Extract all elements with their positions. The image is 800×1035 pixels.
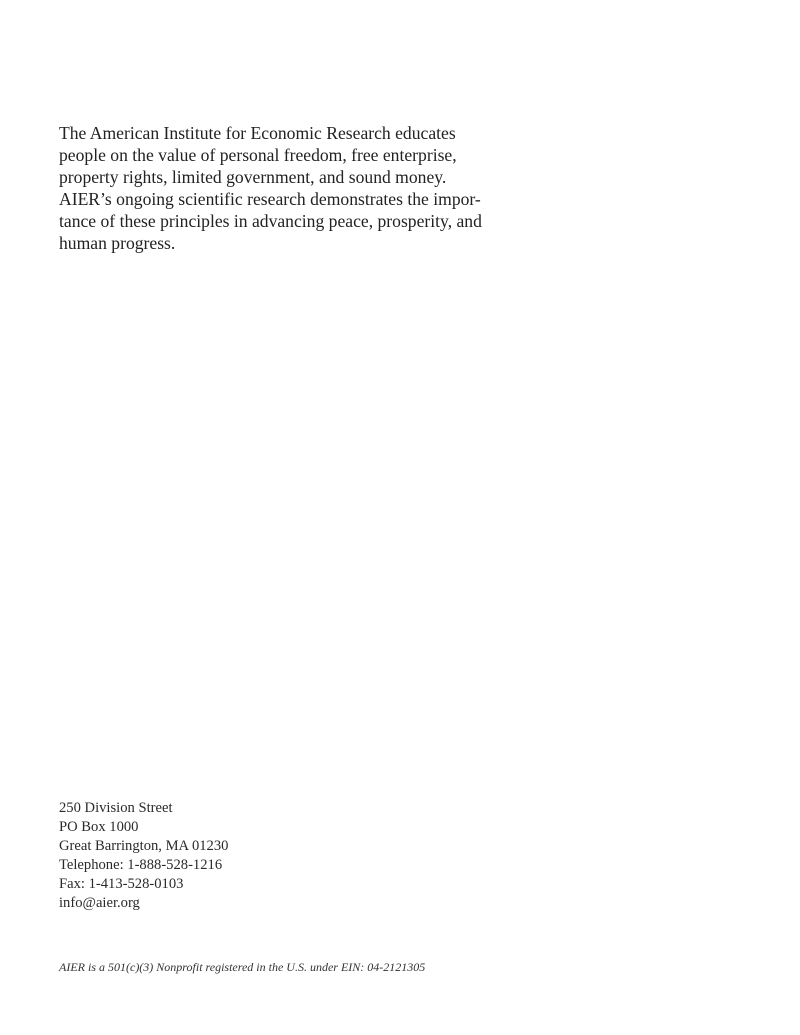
mission-line: property rights, limited government, and sound money. [59, 167, 447, 187]
contact-address-block [59, 799, 459, 913]
address-po-box: PO Box 1000 [59, 819, 139, 835]
mission-line: AIER’s ongoing scientific research demonstrates the impor- [59, 189, 481, 209]
mission-line: The American Institute for Economic Research educates [59, 123, 456, 143]
address-street: 250 Division Street [59, 800, 173, 816]
contact-fax: Fax: 1-413-528-0103 [59, 876, 184, 892]
address-city-state-zip: Great Barrington, MA 01230 [59, 838, 229, 854]
mission-line: people on the value of personal freedom, free enterprise, [59, 145, 457, 165]
mission-line: human progress. [59, 233, 176, 253]
mission-statement [59, 122, 529, 254]
nonprofit-registration-note: AIER is a 501(c)(3) Nonprofit registered in the U.S. under EIN: 04-2121305 [59, 960, 426, 974]
mission-line: tance of these principles in advancing peace, prosperity, and [59, 211, 482, 231]
contact-email-link[interactable]: info@aier.org [59, 895, 140, 911]
contact-telephone: Telephone: 1-888-528-1216 [59, 857, 223, 873]
